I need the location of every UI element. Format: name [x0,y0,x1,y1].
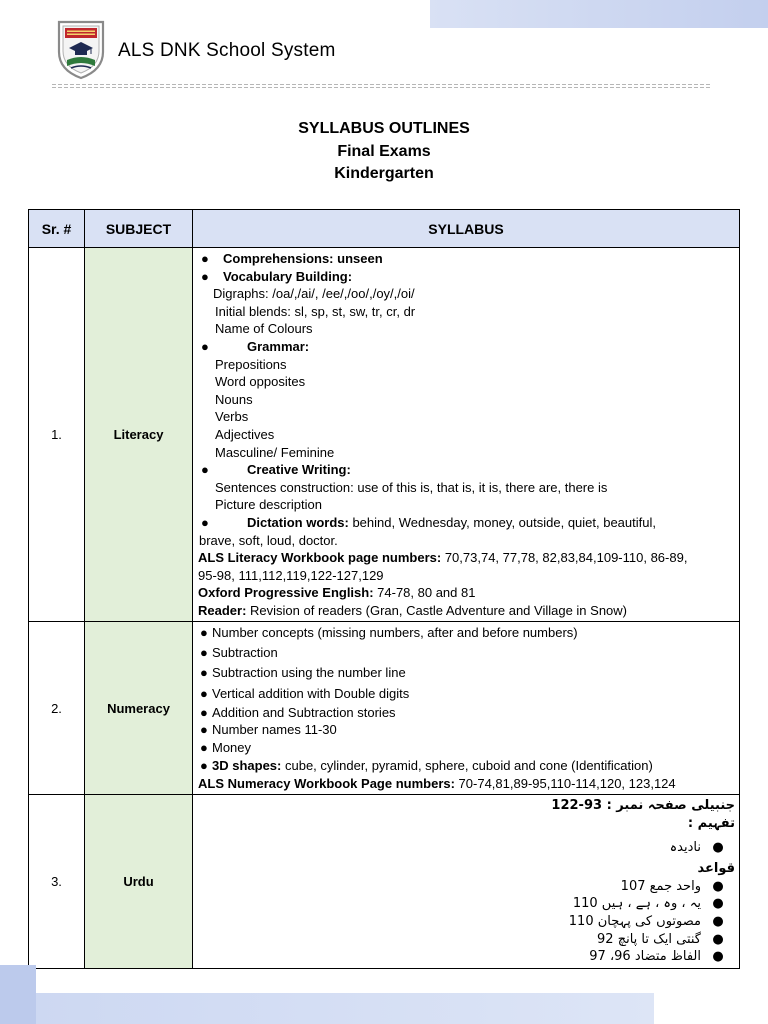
subject-name: Urdu [85,795,193,968]
syllabus-table [28,209,740,969]
list-item: brave, soft, loud, doctor. [199,532,338,548]
urdu-syllabus [193,795,740,968]
list-item: ● 3D shapes: cube, cylinder, pyramid, sphere, cuboid and cone (Identification) [200,758,653,774]
list-item: Name of Colours [215,321,313,337]
list-item: ● واحد جمع 107 [198,878,735,896]
bullet-icon: ● [201,514,209,530]
table-row [29,622,740,795]
urdu-comprehension-heading: تفہیم : [687,816,735,832]
literacy-syllabus [193,248,740,622]
subject-name: Literacy [85,248,193,622]
subject-name: Numeracy [85,622,193,795]
table-row [29,795,740,968]
oxford-line: Oxford Progressive English: 74-78, 80 and 81 [198,585,476,601]
document-title: SYLLABUS OUTLINES [298,120,470,137]
list-item: ● Number names 11-30 [200,722,337,738]
list-item: Picture description [215,497,322,513]
list-item: Verbs [215,409,249,425]
bullet-icon: ● [712,949,724,965]
list-item: ● Money [200,740,252,756]
list-item: Prepositions [215,356,287,372]
list-item: ● Vertical addition with Double digits [198,683,735,704]
list-item: ● Grammar: [198,338,735,356]
table-row [29,248,740,622]
exam-title: Final Exams [337,142,431,160]
list-item: Digraphs: /oa/,/ai/, /ee/,/oo/,/oy/,/oi/ [213,286,415,302]
list-item: Sentences construction: use of this is, that is, it is, there are, there is [215,479,608,495]
list-item: Nouns [215,391,253,407]
document-titles [0,118,768,186]
bullet-icon: ● [712,878,724,894]
bullet-icon: ● [712,914,724,930]
bottom-decor-block [0,965,36,1024]
header-syllabus: SYLLABUS [193,210,740,248]
list-item: ● مصوتوں کی پہچان 110 [198,913,735,931]
list-item: Masculine/ Feminine [215,444,335,460]
list-item: ● Vocabulary Building: [198,268,735,286]
bullet-icon: ● [201,268,209,284]
row-number: 2. [29,622,85,795]
list-item: Adjectives [215,426,275,442]
bullet-icon: ● [201,251,209,266]
urdu-book-pages: جنبیلی صفحہ نمبر : 93-122 [551,798,735,814]
bottom-decor-band [0,965,768,1024]
list-item: ● Addition and Subtraction stories [200,705,396,721]
urdu-grammar-heading: قواعد [697,861,735,877]
header-subject: SUBJECT [85,210,193,248]
header-sr: Sr. # [29,210,85,248]
row-number: 1. [29,248,85,622]
bullet-icon: ● [201,462,209,478]
workbook-line: ALS Literacy Workbook page numbers: 70,73,74, 77,78, 82,83,84,109-110, 86-89, [198,550,688,566]
school-name: ALS DNK School System [118,40,336,61]
list-item: ● Number concepts (missing numbers, after and before numbers) [200,625,578,641]
list-item: ● Comprehensions: unseen [198,250,735,268]
bullet-icon: ● [712,839,724,855]
bullet-icon: ● [200,705,208,721]
bullet-icon: ● [712,896,724,912]
header-divider [52,82,712,90]
bullet-icon: ● [200,645,208,661]
bullet-icon: ● [200,722,208,738]
bullet-icon: ● [200,665,208,681]
list-item: ● Subtraction using the number line [198,663,735,683]
list-item: ● Subtraction [198,642,735,663]
bullet-icon: ● [200,740,208,756]
class-title: Kindergarten [334,165,434,182]
list-item: ● یہ ، وہ ، ہے ، ہیں 110 [198,895,735,913]
workbook-line: ALS Numeracy Workbook Page numbers: 70-74,81,89-95,110-114,120, 123,124 [198,776,676,792]
list-item: ● Dictation words: behind, Wednesday, money, outside, quiet, beautiful, [198,514,735,532]
bullet-icon: ● [200,686,208,702]
bullet-icon: ● [200,758,208,774]
list-item: ● نادیدہ [198,839,735,857]
reader-line: Reader: Revision of readers (Gran, Castle Adventure and Village in Snow) [198,602,627,618]
list-item: ● Creative Writing: [198,461,735,479]
table-header-row [29,210,740,248]
bottom-decor-strip [36,993,654,1024]
workbook-line: 95-98, 111,112,119,122-127,129 [198,567,384,583]
school-crest-logo [55,18,107,80]
row-number: 3. [29,795,85,968]
numeracy-syllabus [193,622,740,795]
bullet-icon: ● [201,338,209,354]
list-item: ● گنتی ایک تا پانچ 92 [198,931,735,949]
top-decor-band [430,0,768,28]
list-item: Word opposites [215,374,306,390]
list-item: Initial blends: sl, sp, st, sw, tr, cr, dr [215,303,416,319]
bullet-icon: ● [712,931,724,947]
bullet-icon: ● [200,625,208,641]
list-item: ● الفاظ متضاد 96، 97 [198,948,735,966]
